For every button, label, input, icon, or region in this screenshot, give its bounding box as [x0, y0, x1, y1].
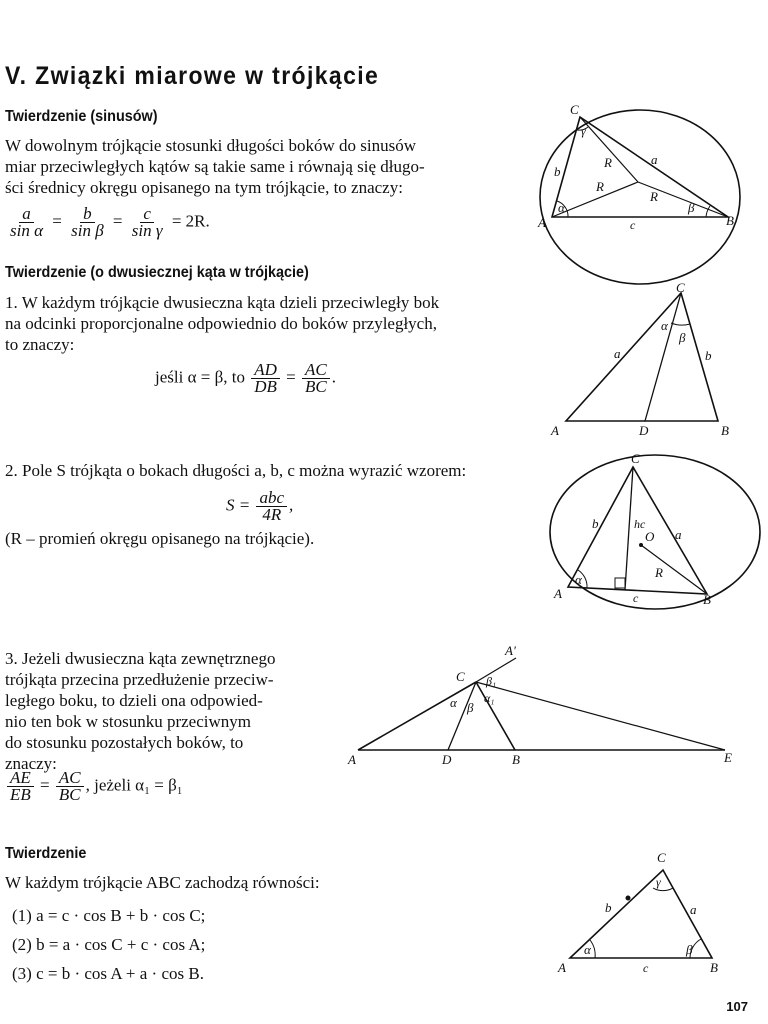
- text-line: 1. W każdym trójkącie dwusieczna kąta dzieli przeciwległy bok: [5, 293, 440, 312]
- formula-lead: jeśli α = β, to: [155, 367, 245, 387]
- angle-label-alpha1: α₁: [484, 691, 495, 705]
- fraction-denominator: sin α: [10, 221, 44, 240]
- angle-label-beta: β: [688, 200, 695, 215]
- sine-theorem-heading: Twierdzenie (sinusów): [5, 108, 158, 125]
- vertex-label-a: A: [551, 423, 559, 438]
- external-bisector-figure: [340, 640, 745, 770]
- equation-line: (3) c = b · cos A + a · cos B.: [12, 964, 204, 983]
- page-number: 107: [726, 999, 748, 1014]
- external-bisector-text: [5, 648, 325, 774]
- projection-equations: [12, 901, 205, 988]
- vertex-label-b: B: [710, 960, 718, 975]
- bisector-theorem-heading: Twierdzenie (o dwusiecznej kąta w trójkącie): [5, 264, 309, 281]
- side-label-b: b: [592, 516, 599, 531]
- area-formula: [226, 490, 293, 523]
- vertex-label-b: B: [512, 752, 520, 767]
- angle-label-beta: β: [686, 942, 693, 957]
- circumcircle-height-figure: [545, 450, 765, 610]
- radius-label: R: [650, 189, 658, 204]
- vertex-label-c: C: [676, 280, 685, 295]
- side-label-a: a: [675, 527, 682, 542]
- fraction-denominator: BC: [304, 377, 327, 396]
- projection-theorem-intro: W każdym trójkącie ABC zachodzą równości:: [5, 873, 320, 892]
- text-line: znaczy:: [5, 754, 57, 773]
- formula-tail: , jeżeli α₁ = β₁: [85, 775, 183, 795]
- area-formula-note: (R – promień okręgu opisanego na trójkącie).: [5, 529, 315, 548]
- side-label-c: c: [633, 591, 639, 605]
- text-line: ści średnicy okręgu opisanego na tym trójkącie, to znaczy:: [5, 178, 403, 197]
- bisector-theorem-text: [5, 292, 530, 355]
- fraction-numerator: c: [140, 206, 154, 223]
- projection-triangle-figure: [550, 848, 730, 978]
- vertex-label-a: A: [348, 752, 356, 767]
- fraction-numerator: a: [19, 206, 34, 223]
- angle-label-beta: β: [679, 330, 686, 345]
- vertex-label-e: E: [724, 750, 732, 765]
- radius-label: R: [604, 155, 612, 170]
- fraction-numerator: AD: [251, 362, 280, 379]
- angle-label-alpha: α: [558, 200, 565, 215]
- text-line: to znaczy:: [5, 335, 75, 354]
- side-label-a: a: [614, 346, 621, 361]
- radius-label: R: [596, 179, 604, 194]
- external-bisector-formula: $\frac{AE}{EB}$ = $\frac{AC}{BC}$ , jeżeli α₁ = β₁: [5, 770, 183, 803]
- formula-tail: .: [331, 367, 336, 387]
- text-line: 3. Jeżeli dwusieczna kąta zewnętrznego: [5, 649, 276, 668]
- angle-label-gamma: γ: [581, 124, 586, 138]
- vertex-label-a: A: [554, 586, 562, 601]
- angle-label-alpha: α: [575, 572, 582, 587]
- sine-theorem-formula: $\frac{a}{\text{sin α}}$ = $\frac{b}{\text{sin β}}$ = $\frac{c}{\text{sin γ}}$ = 2R.: [5, 206, 210, 239]
- circumscribed-triangle-figure: [530, 100, 760, 295]
- side-label-b: b: [554, 164, 561, 179]
- text-line: trójkąta przecina przedłużenie przeciw-: [5, 670, 274, 689]
- vertex-label-b: B: [703, 592, 711, 607]
- vertex-label-c: C: [570, 102, 579, 117]
- fraction-denominator: DB: [254, 377, 277, 396]
- vertex-label-d: D: [442, 752, 452, 767]
- angle-label-beta1: β₁: [486, 674, 497, 688]
- radius-label: R: [655, 565, 663, 580]
- center-label-o: O: [645, 529, 655, 544]
- side-label-a: a: [690, 902, 697, 917]
- equation-line: (2) b = a · cos C + c · cos A;: [12, 935, 206, 954]
- page-title: V. Związki miarowe w trójkącie: [5, 62, 380, 90]
- bisector-triangle-figure: [545, 278, 745, 443]
- formula-tail: = 2R.: [171, 211, 210, 231]
- fraction-denominator: 4R: [262, 505, 282, 524]
- angle-label-alpha: α: [450, 695, 457, 710]
- angle-label-beta: β: [467, 700, 474, 715]
- text-line: do stosunku pozostałych boków, to: [5, 733, 244, 752]
- fraction-numerator: AC: [56, 770, 84, 787]
- formula-lead: S =: [226, 495, 251, 515]
- side-label-c: c: [630, 218, 636, 232]
- fraction-numerator: abc: [256, 490, 287, 507]
- sine-theorem-text: [5, 135, 525, 198]
- fraction-denominator: BC: [58, 785, 81, 804]
- text-line: W dowolnym trójkącie stosunki długości boków do sinusów: [5, 136, 416, 155]
- height-label-hc: hc: [634, 517, 646, 531]
- equation-line: (1) a = c · cos B + b · cos C;: [12, 906, 206, 925]
- side-label-b: b: [705, 348, 712, 363]
- vertex-label-a-prime: A': [505, 643, 516, 658]
- bisector-formula: jeśli α = β, to $\frac{AD}{DB}$ = $\frac{AC}{BC}$ .: [155, 360, 336, 396]
- fraction-numerator: AC: [302, 362, 330, 379]
- angle-label-alpha: α: [584, 942, 591, 957]
- text-line: ległego boku, to dzieli ona odpowied-: [5, 691, 263, 710]
- vertex-label-c: C: [657, 850, 666, 865]
- fraction-numerator: AE: [7, 770, 34, 787]
- fraction-denominator: sin γ: [131, 221, 163, 240]
- vertex-label-d: D: [639, 423, 649, 438]
- vertex-label-b: B: [721, 423, 729, 438]
- vertex-label-a: A: [558, 960, 566, 975]
- angle-label-alpha: α: [661, 318, 668, 333]
- vertex-label-b: B: [726, 213, 734, 228]
- side-label-b: b: [605, 900, 612, 915]
- angle-label-gamma: γ: [656, 875, 661, 889]
- formula-tail: ,: [289, 495, 294, 515]
- area-formula-text: 2. Pole S trójkąta o bokach długości a, b, c można wyrazić wzorem:: [5, 461, 467, 480]
- fraction-numerator: b: [80, 206, 95, 223]
- fraction-denominator: sin β: [71, 221, 104, 240]
- vertex-label-c: C: [631, 451, 640, 466]
- text-line: na odcinki proporcjonalne odpowiednio do boków przyległych,: [5, 314, 437, 333]
- side-label-c: c: [643, 961, 649, 975]
- text-line: nio ten bok w stosunku przeciwnym: [5, 712, 251, 731]
- vertex-label-a: A: [538, 215, 546, 230]
- text-line: miar przeciwległych kątów są takie same i równają się długo-: [5, 157, 425, 176]
- side-label-a: a: [651, 152, 658, 167]
- projection-theorem-heading: Twierdzenie: [5, 845, 87, 862]
- vertex-label-c: C: [456, 669, 465, 684]
- fraction-denominator: EB: [10, 785, 31, 804]
